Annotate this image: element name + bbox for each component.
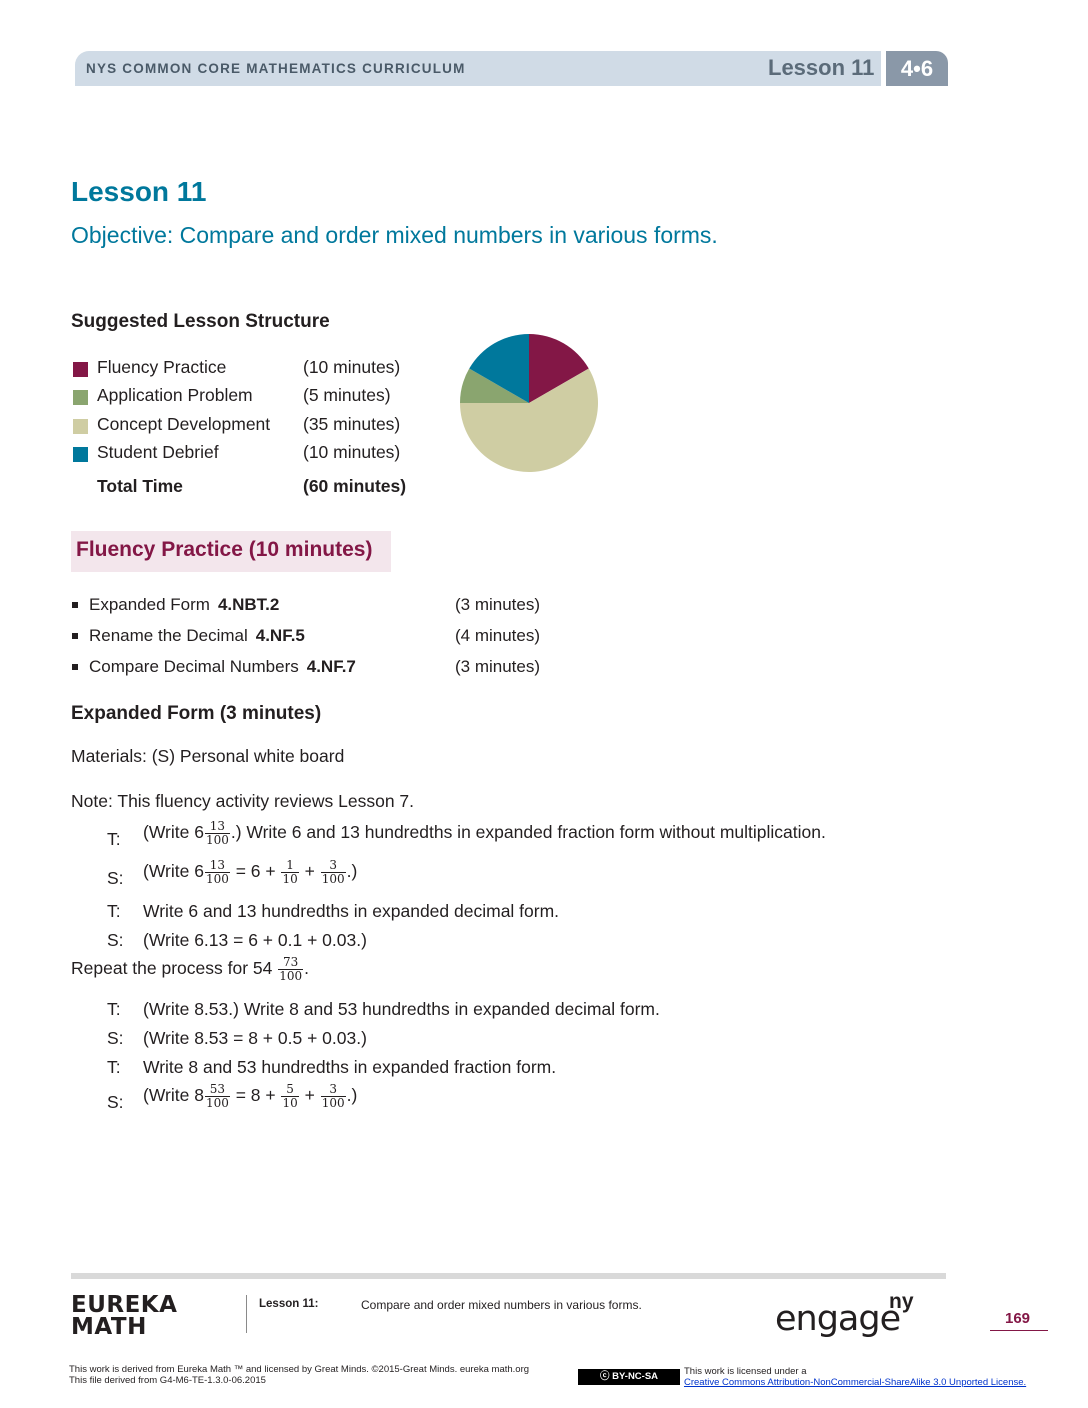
fluency-item-time: (3 minutes) <box>455 595 541 614</box>
total-time-label: Total Time <box>97 476 183 496</box>
fraction: $\frac{13}{100}$ <box>205 819 229 847</box>
legend-swatch <box>73 419 88 434</box>
lesson-title: Lesson 11 <box>71 176 207 207</box>
footer-divider <box>246 1295 247 1333</box>
fraction: $\frac{13}{100}$ <box>205 858 229 886</box>
fluency-title: Fluency Practice (10 minutes) <box>76 538 373 561</box>
structure-row <box>72 414 432 438</box>
dialogue-line: (Write 8 $\frac{53}{100}$ = 8 + $\frac{5}{10}$ + $\frac{3}{100}$ .) <box>143 1082 358 1110</box>
total-time-value: (60 minutes) <box>303 476 407 496</box>
bullet-icon <box>72 664 78 670</box>
fluency-item-name: Rename the Decimal <box>89 626 248 645</box>
fluency-item-name: Expanded Form <box>89 595 210 614</box>
structure-total-row <box>72 476 432 500</box>
speaker-label: S: <box>107 868 124 888</box>
structure-item-name: Student Debrief <box>97 442 219 462</box>
dialogue-line: Write 8 and 53 hundredths in expanded fraction form. <box>143 1057 557 1077</box>
dialogue-line: (Write 8.53 = 8 + 0.5 + 0.03.) <box>143 1028 367 1048</box>
speaker-label: T: <box>107 829 121 849</box>
license-link[interactable]: Creative Commons Attribution-NonCommercial-ShareAlike 3.0 Unported License. <box>684 1377 1027 1388</box>
lesson-structure-pie-chart <box>458 332 600 474</box>
fluency-item-standard: 4.NF.7 <box>306 657 356 676</box>
structure-item-time: (10 minutes) <box>303 357 401 377</box>
fraction: $\frac{3}{100}$ <box>321 1082 345 1110</box>
structure-item-name: Application Problem <box>97 385 253 405</box>
dialogue-line: (Write 6.13 = 6 + 0.1 + 0.03.) <box>143 930 367 950</box>
structure-item-time: (5 minutes) <box>303 385 391 405</box>
fluency-item-time: (3 minutes) <box>455 657 541 676</box>
legend-swatch <box>73 362 88 377</box>
fraction: $\frac{5}{10}$ <box>282 1082 298 1110</box>
fluency-item <box>72 595 572 619</box>
speaker-label: T: <box>107 1057 121 1077</box>
fluency-item-name: Compare Decimal Numbers <box>89 657 299 676</box>
curriculum-label: NYS COMMON CORE MATHEMATICS CURRICULUM <box>86 61 466 76</box>
footer-lesson-objective: Compare and order mixed numbers in various forms. <box>361 1298 642 1312</box>
page-number-rule <box>990 1330 1048 1331</box>
lesson-objective: Objective: Compare and order mixed numbers in various forms. <box>71 222 718 248</box>
fraction: $\frac{1}{10}$ <box>282 858 298 886</box>
fraction: $\frac{73}{100}$ <box>279 955 303 983</box>
legend-swatch <box>73 447 88 462</box>
repeat-line: Repeat the process for 54 $\frac{73}{100}$ . <box>71 955 310 983</box>
speaker-label: S: <box>107 1028 124 1048</box>
structure-row <box>72 357 432 381</box>
bullet-icon <box>72 633 78 639</box>
header-lesson: Lesson 11 <box>768 55 875 80</box>
structure-title: Suggested Lesson Structure <box>71 311 330 332</box>
speaker-label: S: <box>107 1092 124 1112</box>
structure-item-name: Fluency Practice <box>97 357 227 377</box>
speaker-label: T: <box>107 901 121 921</box>
bullet-icon <box>72 602 78 608</box>
fluency-item <box>72 626 572 650</box>
fluency-item-standard: 4.NF.5 <box>255 626 305 645</box>
dialogue-line: (Write 8.53.) Write 8 and 53 hundredths in expanded decimal form. <box>143 999 660 1019</box>
license-notice: This work is licensed under a Creative Commons Attribution-NonCommercial-ShareAlike 3.0 Unported License. <box>684 1366 1027 1388</box>
note-line: Note: This fluency activity reviews Lesson 7. <box>71 791 415 811</box>
cc-license-badge: ⓒ BY-NC-SA <box>578 1369 680 1385</box>
page-number: 169 <box>1005 1310 1031 1327</box>
engageny-logo: engage <box>775 1299 901 1339</box>
structure-item-time: (35 minutes) <box>303 414 401 434</box>
speaker-label: S: <box>107 930 124 950</box>
materials-line: Materials: (S) Personal white board <box>71 746 345 766</box>
footer-rule <box>71 1273 946 1279</box>
grade-module-badge: 4•6 <box>886 51 948 86</box>
structure-row <box>72 442 432 466</box>
cc-icon: ⓒ <box>599 1371 613 1382</box>
engageny-logo-ny: ny <box>889 1290 914 1313</box>
eureka-math-logo: EUREKA MATH <box>71 1292 178 1340</box>
fluency-item <box>72 657 572 681</box>
structure-item-name: Concept Development <box>97 414 271 434</box>
dialogue-line: (Write 6 $\frac{13}{100}$ = 6 + $\frac{1}{10}$ + $\frac{3}{100}$ .) <box>143 858 358 886</box>
dialogue-line: Write 6 and 13 hundredths in expanded decimal form. <box>143 901 560 921</box>
structure-row <box>72 385 432 409</box>
derived-notice: This work is derived from Eureka Math ™ and licensed by Great Minds. ©2015-Great Minds. eureka math.org This file derived from G4-M6-TE-1.3.0-06.2015 <box>69 1364 530 1386</box>
structure-item-time: (10 minutes) <box>303 442 401 462</box>
footer-lesson-label: Lesson 11: <box>259 1298 319 1310</box>
dialogue-line: (Write 6 $\frac{13}{100}$ .) Write 6 and 13 hundredths in expanded fraction form without multiplication. <box>143 819 826 847</box>
fluency-item-time: (4 minutes) <box>455 626 541 645</box>
legend-swatch <box>73 390 88 405</box>
fraction: $\frac{53}{100}$ <box>205 1082 229 1110</box>
speaker-label: T: <box>107 999 121 1019</box>
fluency-item-standard: 4.NBT.2 <box>217 595 280 614</box>
expanded-form-title: Expanded Form (3 minutes) <box>71 703 322 724</box>
fraction: $\frac{3}{100}$ <box>321 858 345 886</box>
